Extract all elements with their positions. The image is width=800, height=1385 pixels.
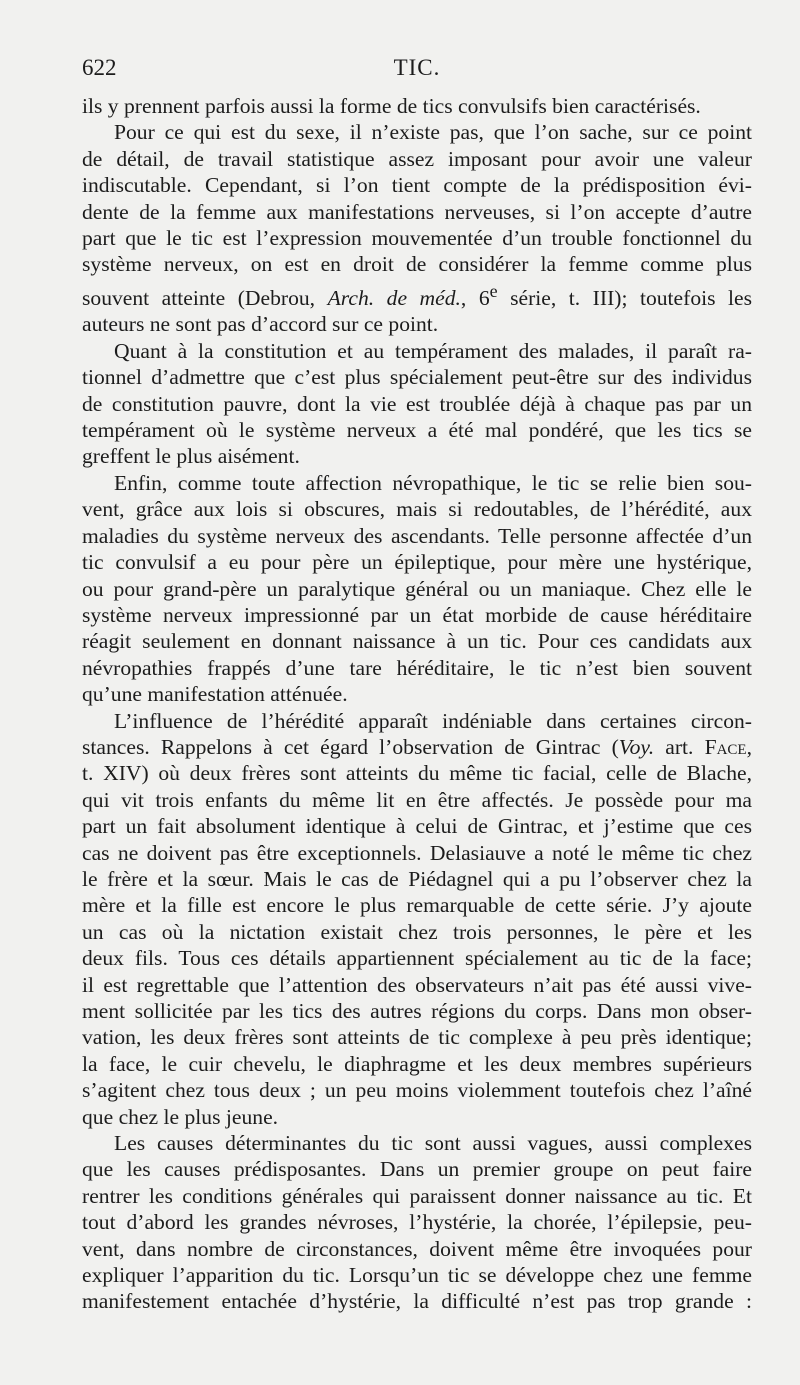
text-run: souvent atteinte (Debrou, bbox=[82, 286, 328, 311]
text-line bbox=[82, 787, 752, 813]
text-run: de constitution pauvre, dont la vie est troublée déjà à chaque pas par un bbox=[82, 391, 752, 416]
text-run: ils y prennent parfois aussi la forme de tics convulsifs bien caractérisés. bbox=[82, 94, 701, 118]
text-run: de détail, de travail statistique assez imposant pour avoir une valeur bbox=[82, 146, 752, 171]
text-line bbox=[82, 576, 752, 602]
text-run: maladies du système nerveux des ascendants. Telle personne affectée d’un bbox=[82, 523, 752, 548]
text-run: expliquer l’apparition du tic. Lorsqu’un tic se développe chez une femme bbox=[82, 1263, 752, 1288]
text-line bbox=[82, 708, 752, 734]
text-line bbox=[82, 919, 752, 945]
text-line bbox=[82, 1209, 752, 1235]
text-run: part un fait absolument identique à celui de Gintrac, et j’estime que ces bbox=[82, 814, 752, 839]
text-line bbox=[82, 760, 752, 786]
text-run: Quant à la constitution et au tempérament des malades, il paraît ra- bbox=[114, 338, 752, 363]
text-run: vent, dans nombre de circonstances, doivent même être invoquées pour bbox=[82, 1236, 752, 1261]
text-run: série, t. III); toutefois les bbox=[497, 286, 753, 311]
text-line bbox=[82, 1077, 752, 1103]
text-line bbox=[82, 945, 752, 971]
text-run: système nerveux impressionné par un état morbide de cause héréditaire bbox=[82, 602, 752, 627]
text-line bbox=[82, 311, 752, 337]
text-run: vation, les deux frères sont atteints de tic complexe à peu près identique; bbox=[82, 1025, 752, 1050]
text-run: que chez le plus jeune. bbox=[82, 1104, 279, 1129]
text-line bbox=[82, 278, 752, 312]
running-title: TIC. bbox=[393, 55, 441, 80]
text-run: cas ne doivent pas être exceptionnels. Delasiauve a noté le même tic chez bbox=[82, 840, 752, 865]
text-run: indiscutable. Cependant, si l’on tient compte de la prédisposition évi- bbox=[82, 173, 752, 198]
text-run: tempérament où le système nerveux a été mal pondéré, que les tics se bbox=[82, 418, 752, 443]
page-header bbox=[82, 55, 752, 85]
text-line bbox=[82, 338, 752, 364]
text-line bbox=[82, 1024, 752, 1050]
text-run: , 6 bbox=[460, 286, 490, 311]
text-run: dente de la femme aux manifestations nerveuses, si l’on accepte d’autre bbox=[82, 199, 752, 224]
text-line bbox=[82, 523, 752, 549]
text-run: tout d’abord les grandes névroses, l’hystérie, la chorée, l’épilepsie, peu- bbox=[82, 1210, 752, 1235]
text-line bbox=[82, 549, 752, 575]
text-line bbox=[82, 251, 752, 277]
text-run: il est regrettable que l’attention des observateurs n’ait pas été aussi vive- bbox=[82, 972, 752, 997]
body-text bbox=[82, 93, 752, 1315]
text-line bbox=[82, 681, 752, 707]
text-line bbox=[82, 172, 752, 198]
text-run: rentrer les conditions générales qui paraissent donner naissance au tic. Et bbox=[82, 1183, 752, 1208]
superscript: e bbox=[489, 280, 498, 301]
text-run: réagit seulement en donnant naissance à un tic. Pour ces candidats aux bbox=[82, 629, 752, 654]
text-run: qui vit trois enfants du même lit en être affectés. Je possède pour ma bbox=[82, 787, 752, 812]
text-line bbox=[82, 813, 752, 839]
text-line bbox=[82, 892, 752, 918]
text-run: part que le tic est l’expression mouvementée d’un trouble fonctionnel du bbox=[82, 226, 752, 251]
text-run: auteurs ne sont pas d’accord sur ce point. bbox=[82, 312, 439, 337]
text-line bbox=[82, 840, 752, 866]
text-run: tic convulsif a eu pour père un épileptique, pour mère une hystérique, bbox=[82, 550, 752, 575]
text-line bbox=[82, 628, 752, 654]
text-run: s’agitent chez tous deux ; un peu moins violemment toutefois chez l’aîné bbox=[82, 1078, 752, 1103]
text-run: t. XIV) où deux frères sont atteints du même tic facial, celle de Blache, bbox=[82, 761, 752, 786]
italic-text: Arch. de méd. bbox=[327, 286, 461, 311]
text-run: deux fils. Tous ces détails appartiennent spécialement au tic de la face; bbox=[82, 946, 752, 971]
text-run: Enfin, comme toute affection névropathique, le tic se relie bien sou- bbox=[114, 470, 752, 495]
text-line bbox=[82, 391, 752, 417]
text-run: , bbox=[746, 734, 752, 759]
text-line bbox=[82, 734, 752, 760]
text-line bbox=[82, 417, 752, 443]
text-run: mère et la fille est encore le plus remarquable de cette série. J’y ajoute bbox=[82, 893, 752, 918]
text-line bbox=[82, 655, 752, 681]
text-line bbox=[82, 199, 752, 225]
text-line bbox=[82, 998, 752, 1024]
text-line bbox=[82, 1130, 752, 1156]
text-run: la face, le cuir chevelu, le diaphragme et les deux membres supérieurs bbox=[82, 1051, 752, 1076]
text-line bbox=[82, 496, 752, 522]
text-line bbox=[82, 1104, 752, 1130]
text-line bbox=[82, 93, 752, 119]
text-run: vent, grâce aux lois si obscures, mais si redoutables, de l’hérédité, aux bbox=[82, 497, 752, 522]
text-run: ou pour grand-père un paralytique général ou un maniaque. Chez elle le bbox=[82, 576, 752, 601]
text-line bbox=[82, 972, 752, 998]
text-line bbox=[82, 1262, 752, 1288]
text-line bbox=[82, 119, 752, 145]
italic-text: Voy. bbox=[618, 734, 655, 759]
text-run: un cas où la nictation existait chez trois personnes, le père et les bbox=[82, 919, 752, 944]
text-line bbox=[82, 364, 752, 390]
page-number: 622 bbox=[82, 55, 117, 80]
text-run: ment sollicitée par les tics des autres régions du corps. Dans mon obser- bbox=[82, 999, 752, 1023]
text-run: art. bbox=[654, 734, 705, 759]
text-run: qu’une manifestation atténuée. bbox=[82, 682, 348, 707]
text-line bbox=[82, 443, 752, 469]
text-run: greffent le plus aisément. bbox=[82, 444, 300, 469]
text-line bbox=[82, 1156, 752, 1182]
text-run: tionnel d’admettre que c’est plus spécialement peut-être sur des individus bbox=[82, 365, 752, 390]
text-line bbox=[82, 1236, 752, 1262]
text-run: névropathies frappés d’une tare héréditaire, le tic n’est bien souvent bbox=[82, 655, 752, 680]
text-line bbox=[82, 146, 752, 172]
text-line bbox=[82, 470, 752, 496]
text-line bbox=[82, 1288, 752, 1314]
text-run: Les causes déterminantes du tic sont aussi vagues, aussi complexes bbox=[114, 1131, 752, 1156]
small-caps-text: Face bbox=[704, 734, 747, 759]
text-line bbox=[82, 602, 752, 628]
text-run: système nerveux, on est en droit de considérer la femme comme plus bbox=[82, 252, 752, 277]
text-run: Pour ce qui est du sexe, il n’existe pas, que l’on sache, sur ce point bbox=[114, 120, 752, 145]
text-run: L’influence de l’hérédité apparaît indéniable dans certaines circon- bbox=[114, 708, 752, 733]
text-run: le frère et la sœur. Mais le cas de Piédagnel qui a pu l’observer chez la bbox=[82, 866, 752, 891]
text-run: manifestement entachée d’hystérie, la difficulté n’est pas trop grande : bbox=[82, 1289, 752, 1314]
text-run: stances. Rappelons à cet égard l’observation de Gintrac ( bbox=[82, 734, 619, 759]
text-line bbox=[82, 1183, 752, 1209]
text-run: que les causes prédisposantes. Dans un premier groupe on peut faire bbox=[82, 1157, 752, 1182]
text-line bbox=[82, 866, 752, 892]
text-line bbox=[82, 225, 752, 251]
text-line bbox=[82, 1051, 752, 1077]
